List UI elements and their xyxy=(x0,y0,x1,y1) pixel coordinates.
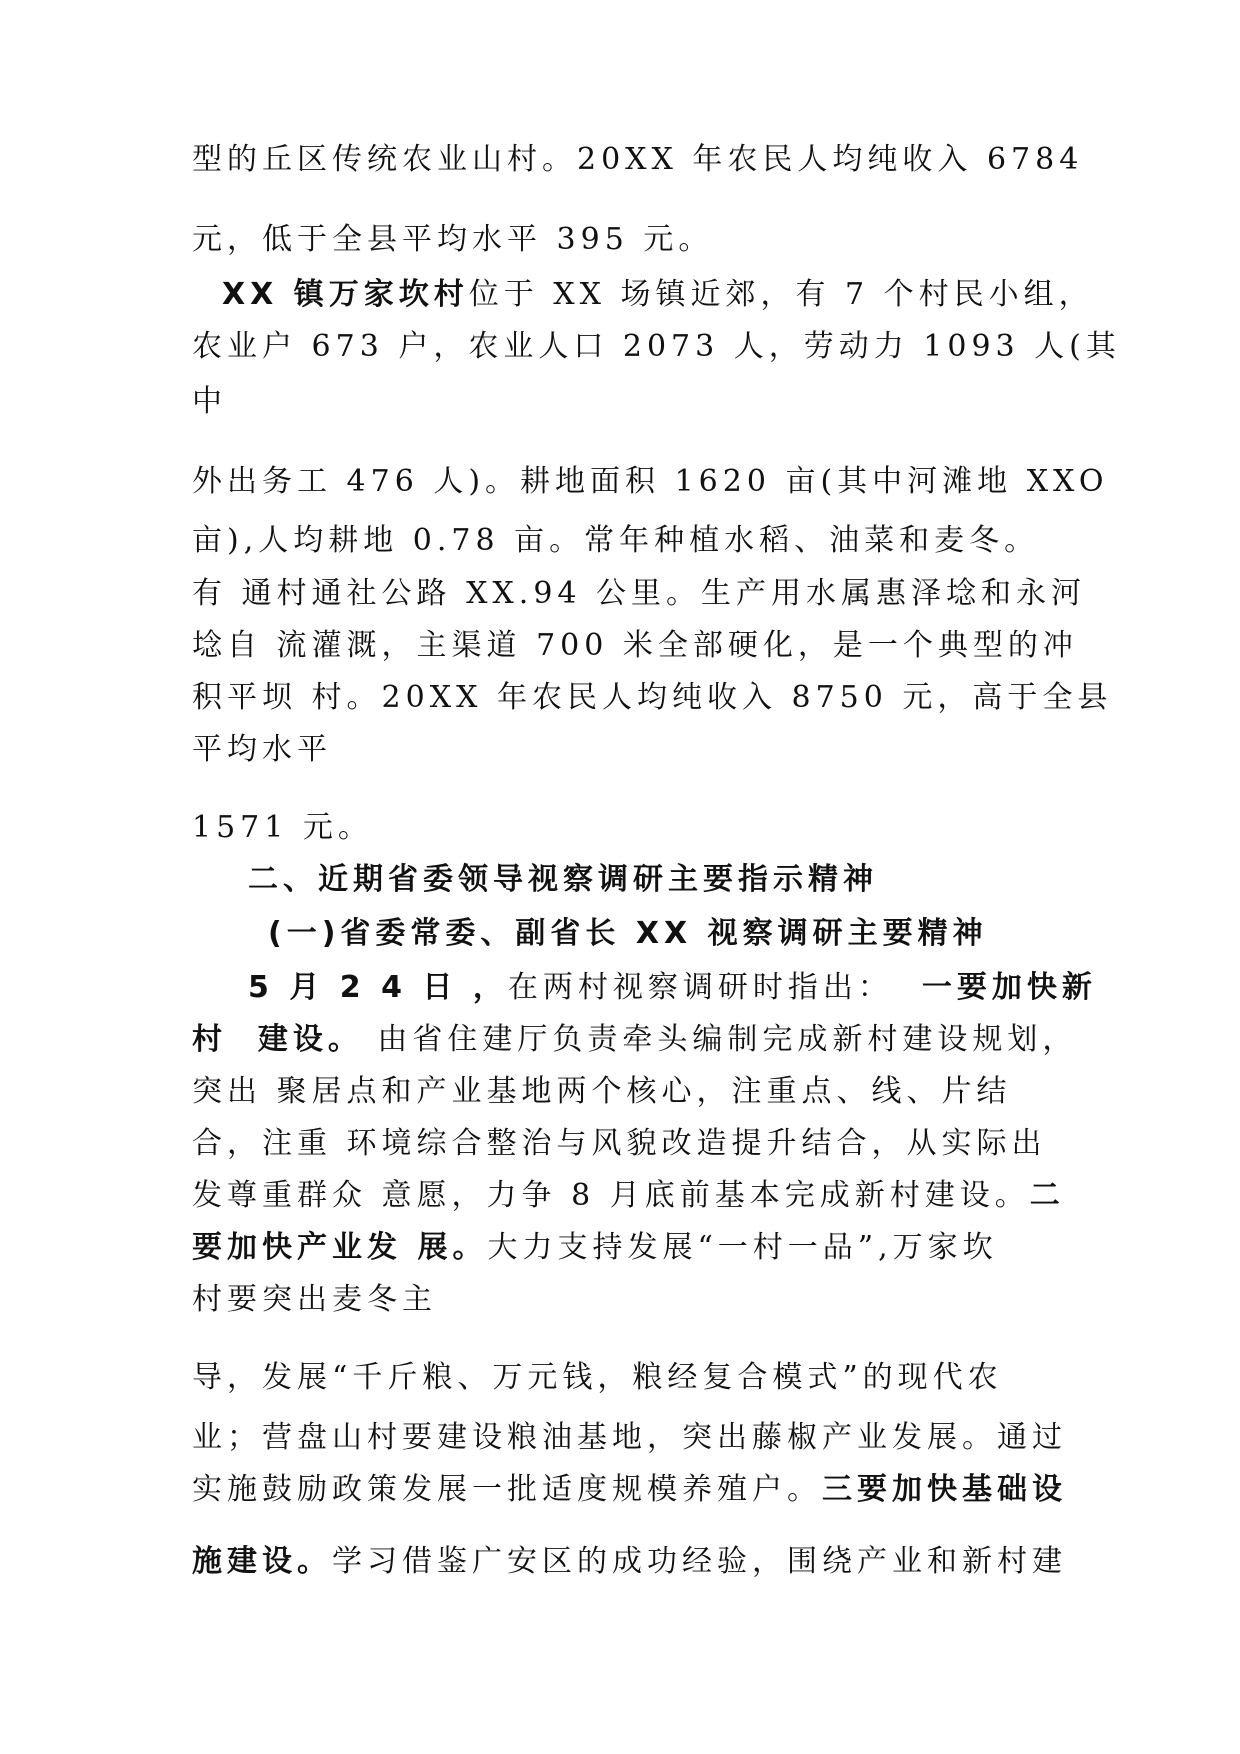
text-run: 1571 元。 xyxy=(192,810,373,845)
paragraph-line xyxy=(192,1228,998,1268)
text-run: 积平坝 村。20XX 年农民人均纯收入 8750 元，高于全县 xyxy=(192,680,1113,715)
text-run-bold: 要加快产业发 展。 xyxy=(192,1230,488,1265)
paragraph-line xyxy=(192,1124,1047,1164)
text-run: 位于 XX 场镇近郊，有 7 个村民小组， xyxy=(468,277,1094,312)
text-run: 亩),人均耕地 0.78 亩。常年种植水稻、油菜和麦冬。 xyxy=(192,523,1040,558)
text-run: 导，发展“千斤粮、万元钱，粮经复合模式”的现代农 xyxy=(192,1360,1003,1395)
text-run: 学习借鉴广安区的成功经验，围绕产业和新村建 xyxy=(332,1544,1067,1579)
text-run: 发尊重群众 意愿，力争 8 月底前基本完成新村建设。 xyxy=(192,1178,1030,1213)
text-run-bold: 村 建设。 xyxy=(192,1022,363,1057)
text-run-bold: 三要加快基础设 xyxy=(822,1472,1067,1507)
text-run: 型的丘区传统农业山村。20XX 年农民人均纯收入 6784 xyxy=(192,142,1084,177)
paragraph-line xyxy=(192,1358,1003,1398)
heading-text: 二、近期省委领导视察调研主要指示精神 xyxy=(248,862,878,897)
paragraph-line xyxy=(192,678,1112,718)
paragraph-line xyxy=(192,1020,1077,1060)
text-run: 外出务工 476 人)。耕地面积 1620 亩(其中河滩地 XXO xyxy=(192,464,1109,499)
text-run: 大力支持发展“一村一品”,万家坎 xyxy=(487,1230,998,1265)
text-run: 中 xyxy=(192,384,227,419)
text-run-bold: 二 xyxy=(1029,1178,1065,1213)
paragraph-line xyxy=(192,1176,1065,1216)
paragraph-line xyxy=(192,626,1078,666)
paragraph-line xyxy=(192,140,1083,180)
paragraph-line xyxy=(192,382,227,422)
text-run: 埝自 流灌溉，主渠道 700 米全部硬化，是一个典型的冲 xyxy=(192,628,1078,663)
heading-text: (一)省委常委、副省长 XX 视察调研主要精神 xyxy=(268,916,988,951)
text-run: 元，低于全县平均水平 395 元。 xyxy=(192,222,714,257)
text-run: 村要突出麦冬主 xyxy=(192,1282,437,1317)
text-run-bold: XX 镇万家坎村 xyxy=(222,277,469,312)
paragraph-line xyxy=(192,808,373,848)
text-run: 业；营盘山村要建设粮油基地，突出藤椒产业发展。通过 xyxy=(192,1420,1067,1455)
text-run: 平均水平 xyxy=(192,732,332,767)
paragraph-line xyxy=(192,1418,1067,1458)
text-run: 由省住建厅负责牵头编制完成新村建设规划， xyxy=(362,1022,1078,1057)
text-run-bold: 一要加快新 xyxy=(921,970,1097,1005)
section-heading xyxy=(248,860,878,900)
text-run-bold: 施建设。 xyxy=(192,1544,332,1579)
paragraph-line xyxy=(192,462,1108,502)
text-run: 实施鼓励政策发展一批适度规模养殖户。 xyxy=(192,1472,822,1507)
paragraph-line xyxy=(192,1542,1067,1582)
paragraph-line xyxy=(192,1072,1012,1112)
text-run: 合，注重 环境综合整治与风貌改造提升结合，从实际出 xyxy=(192,1126,1047,1161)
paragraph-line xyxy=(222,275,1094,315)
subsection-heading xyxy=(268,914,988,954)
paragraph-line xyxy=(192,327,1121,367)
paragraph-line xyxy=(192,521,1039,561)
paragraph-line xyxy=(248,968,1097,1008)
paragraph-line xyxy=(192,730,332,770)
text-run: 在两村视察调研时指出： xyxy=(507,970,922,1005)
paragraph-line xyxy=(192,220,713,260)
paragraph-line xyxy=(192,1470,1067,1510)
text-run-bold: 5 月 2 4 日 ， xyxy=(248,970,508,1005)
text-run: 有 通村通社公路 XX.94 公里。生产用水属惠泽埝和永河 xyxy=(192,576,1087,611)
text-run: 农业户 673 户，农业人口 2073 人，劳动力 1093 人(其 xyxy=(192,329,1121,364)
text-run: 突出 聚居点和产业基地两个核心，注重点、线、片结 xyxy=(192,1074,1012,1109)
paragraph-line xyxy=(192,1280,437,1320)
paragraph-line xyxy=(192,574,1086,614)
